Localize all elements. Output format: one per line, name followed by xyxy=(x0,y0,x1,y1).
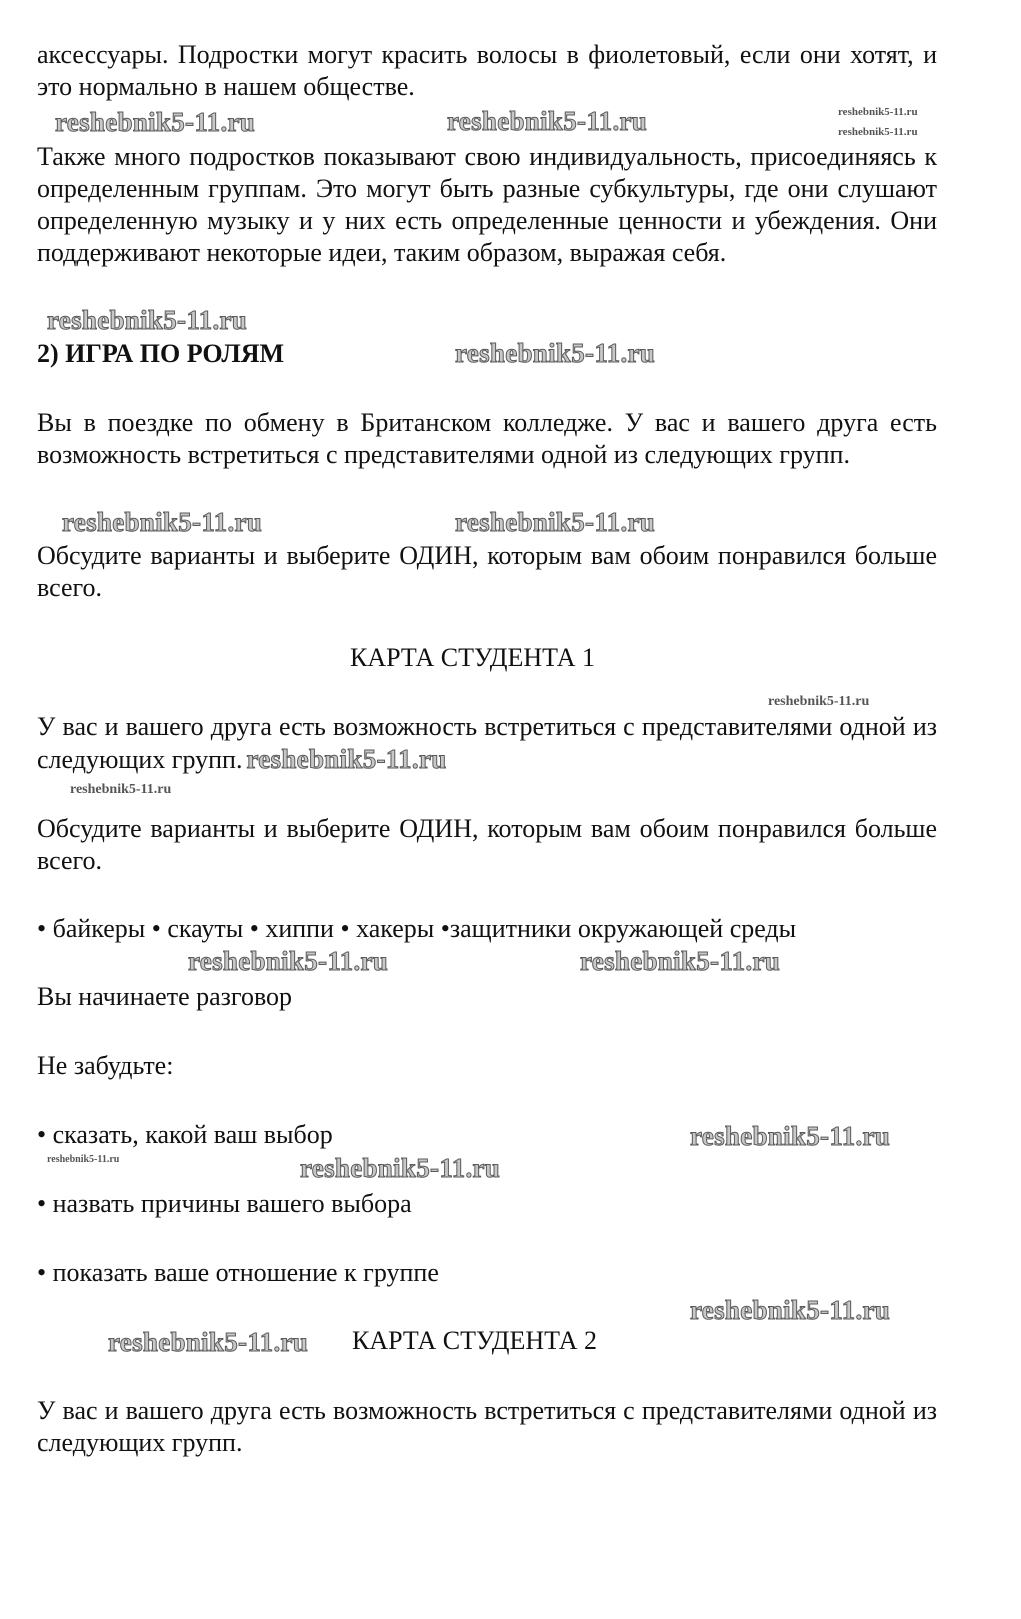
watermark-small: reshebnik5-11.ru xyxy=(838,126,918,138)
card-title: КАРТА СТУДЕНТА 2 xyxy=(352,1326,598,1355)
paragraph-text: У вас и вашего друга есть возможность встретиться с представителями одной из следующих групп. xyxy=(37,712,937,774)
watermark: reshebnik5-11.ru xyxy=(108,1327,309,1357)
watermark: reshebnik5-11.ru xyxy=(62,507,263,537)
watermark: reshebnik5-11.ru xyxy=(455,507,656,537)
watermark: reshebnik5-11.ru xyxy=(455,338,656,368)
paragraph: Обсудите варианты и выберите ОДИН, которым вам обоим понравился больше всего. xyxy=(37,541,937,602)
paragraph: Вы в поездке по обмену в Британском колледже. У вас и вашего друга есть возможность встретиться с представителями одной из следующих групп. xyxy=(37,408,937,469)
text-line: Не забудьте: xyxy=(37,1051,174,1080)
section-heading: 2) ИГРА ПО РОЛЯМ xyxy=(37,339,285,368)
watermark-small: reshebnik5-11.ru xyxy=(838,106,918,118)
card-title: КАРТА СТУДЕНТА 1 xyxy=(350,643,596,672)
watermark-small: reshebnik5-11.ru xyxy=(70,782,172,797)
bullet-item: • показать ваше отношение к группе xyxy=(37,1258,439,1287)
watermark: reshebnik5-11.ru xyxy=(447,106,648,136)
watermark: reshebnik5-11.ru xyxy=(246,744,447,774)
watermark-small: reshebnik5-11.ru xyxy=(47,1154,120,1165)
watermark: reshebnik5-11.ru xyxy=(55,107,256,137)
paragraph: Обсудите варианты и выберите ОДИН, которым вам обоим понравился больше всего. xyxy=(37,814,937,875)
watermark: reshebnik5-11.ru xyxy=(690,1295,891,1325)
watermark: reshebnik5-11.ru xyxy=(690,1121,891,1151)
paragraph: У вас и вашего друга есть возможность встретиться с представителями одной из следующих групп. xyxy=(37,1396,937,1457)
groups-list: • байкеры • скауты • хиппи • хакеры •защитники окружающей среды xyxy=(37,914,797,943)
watermark: reshebnik5-11.ru xyxy=(47,305,248,335)
paragraph xyxy=(37,711,937,776)
paragraph: аксессуары. Подростки могут красить волосы в фиолетовый, если они хотят, и это нормально в нашем обществе. xyxy=(37,40,937,101)
watermark: reshebnik5-11.ru xyxy=(300,1153,501,1183)
watermark: reshebnik5-11.ru xyxy=(580,946,781,976)
bullet-item: • назвать причины вашего выбора xyxy=(37,1189,412,1218)
text-line: Вы начинаете разговор xyxy=(37,982,293,1011)
bullet-item: • сказать, какой ваш выбор xyxy=(37,1120,333,1149)
watermark-small: reshebnik5-11.ru xyxy=(768,694,870,709)
watermark: reshebnik5-11.ru xyxy=(188,946,389,976)
paragraph: Также много подростков показывают свою индивидуальность, присоединяясь к определенным группам. Это могут быть разные субкультуры, где они слушают определенную музыку и у них есть определенные ценности и убеждения. Они поддерживают некоторые идеи, таким образом, выражая себя. xyxy=(37,142,937,267)
